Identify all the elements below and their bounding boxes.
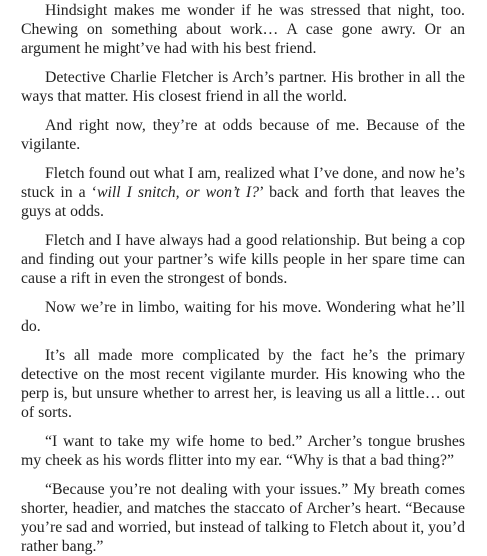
paragraph-9 [21,480,465,556]
paragraph-4-text-end: ’ back and forth that leaves the guys at odds. [21,184,465,220]
paragraph-6-text: Now we’re in limbo, waiting for his move. Wondering what he’ll do. [21,299,465,335]
paragraph-5-text: Fletch and I have always had a good relationship. But being a cop and finding out your partner’s wife kills people in her spare time can cause a rift in even the strongest of bonds. [21,232,465,287]
paragraph-3-text: And right now, they’re at odds because of me. Because of the vigilante. [21,117,465,153]
paragraph-9-text: “Because you’re not dealing with your issues.” My breath comes shorter, headier, and matches the staccato of Archer’s heart. “Because you’re sad and worried, but instead of talking to Fletch about it, you’d rather bang.” [21,481,465,555]
paragraph-7-text: It’s all made more complicated by the fact he’s the primary detective on the most recent vigilante murder. His knowing who the perp is, but unsure whether to arrest her, is leaving us all a little… out of sorts. [21,347,465,421]
paragraph-2-text: Detective Charlie Fletcher is Arch’s partner. His brother in all the ways that matter. His closest friend in all the world. [21,69,465,105]
paragraph-2 [21,68,465,106]
paragraph-4 [21,164,465,221]
paragraph-8 [21,432,465,470]
paragraph-8-text: “I want to take my wife home to bed.” Archer’s tongue brushes my cheek as his words flitter into my ear. “Why is that a bad thing?” [21,433,465,469]
paragraph-6 [21,298,465,336]
paragraph-5 [21,231,465,288]
paragraph-4-italic-phrase: will I snitch, or won’t I? [96,184,260,201]
paragraph-1 [21,1,465,58]
paragraph-7 [21,346,465,422]
paragraph-1-text: Hindsight makes me wonder if he was stressed that night, too. Chewing on something about work… A case gone awry. Or an argument he might’ve had with his best friend. [21,2,465,57]
paragraph-3 [21,116,465,154]
paragraph-4-text-start: Fletch found out what I am, realized what I’ve done, and now he’s stuck in a ‘ [21,165,465,201]
